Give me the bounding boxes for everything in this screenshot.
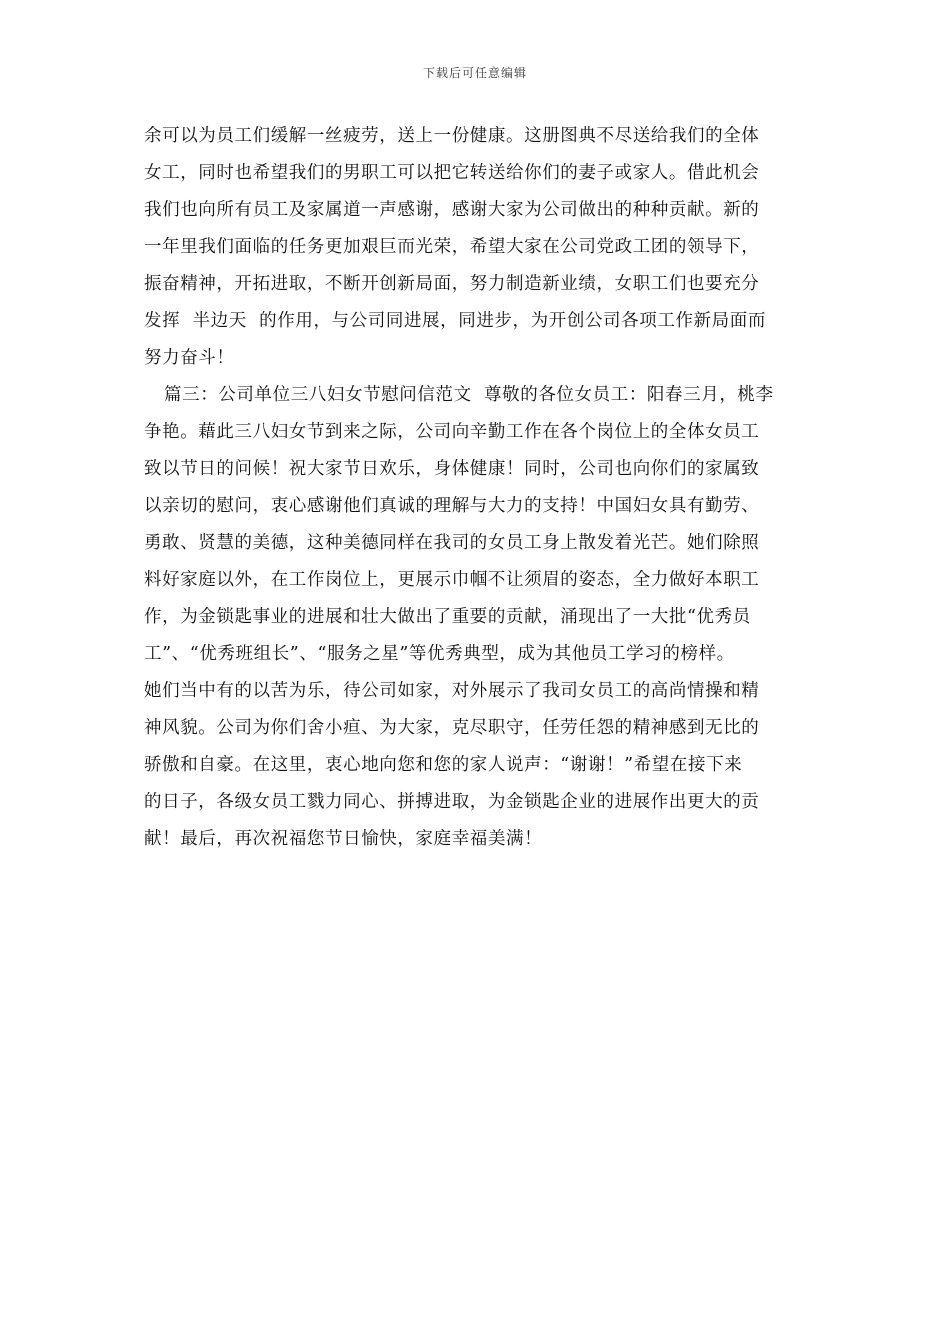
text-line: 致以节日的问候！祝大家节日欢乐，身体健康！同时，公司也向你们的家属致 <box>144 459 760 479</box>
text-line: 努力奋斗！ <box>144 348 235 368</box>
text-line: 振奋精神，开拓进取，不断开创新局面，努力制造新业绩，女职工们也要充分 <box>144 274 760 294</box>
text-line: 女工，同时也希望我们的男职工可以把它转送给你们的妻子或家人。借此机会 <box>144 163 760 183</box>
text-line: 骄傲和自豪。在这里，衷心地向您和您的家人说声：“谢谢！”希望在接下来 <box>144 755 743 775</box>
text-line: 一年里我们面临的任务更加艰巨而光荣，希望大家在公司党政工团的领导下， <box>144 237 760 257</box>
document-body <box>144 118 814 858</box>
section-heading-line: 篇三：公司单位三八妇女节慰问信范文 尊敬的各位女员工：阳春三月，桃李 <box>164 385 774 405</box>
text-line: 勇敢、贤慧的美德，这种美德同样在我司的女员工身上散发着光芒。她们除照 <box>144 533 760 553</box>
text-line: 我们也向所有员工及家属道一声感谢，感谢大家为公司做出的种种贡献。新的 <box>144 200 760 220</box>
text-line: 献！最后，再次祝福您节日愉快，家庭幸福美满！ <box>144 829 543 849</box>
text-line: 她们当中有的以苦为乐，待公司如家，对外展示了我司女员工的高尚情操和精 <box>144 681 760 701</box>
text-line: 神风貌。公司为你们舍小疸、为大家，克尽职守，任劳任怨的精神感到无比的 <box>144 718 760 738</box>
text-line: 余可以为员工们缓解一丝疲劳，送上一份健康。这册图典不尽送给我们的全体 <box>144 126 760 146</box>
page-header: 下载后可任意编辑 <box>422 66 527 80</box>
text-line: 作，为金锁匙事业的进展和壮大做出了重要的贡献，涌现出了一大批“优秀员 <box>144 607 751 627</box>
text-line: 工”、“优秀班组长”、“服务之星”等优秀典型，成为其他员工学习的榜样。 <box>144 644 735 664</box>
text-line: 争艳。藉此三八妇女节到来之际，公司向辛勤工作在各个岗位上的全体女员工 <box>144 422 760 442</box>
text-line: 以亲切的慰问，衷心感谢他们真诚的理解与大力的支持！中国妇女具有勤劳、 <box>144 496 760 516</box>
text-line: 发挥 半边天 的作用，与公司同进展，同进步，为开创公司各项工作新局面而 <box>144 311 766 331</box>
text-line: 料好家庭以外，在工作岗位上，更展示巾帼不让须眉的姿态，全力做好本职工 <box>144 570 760 590</box>
text-line: 的日子，各级女员工戮力同心、拼搏进取，为金锁匙企业的进展作出更大的贡 <box>144 792 760 812</box>
